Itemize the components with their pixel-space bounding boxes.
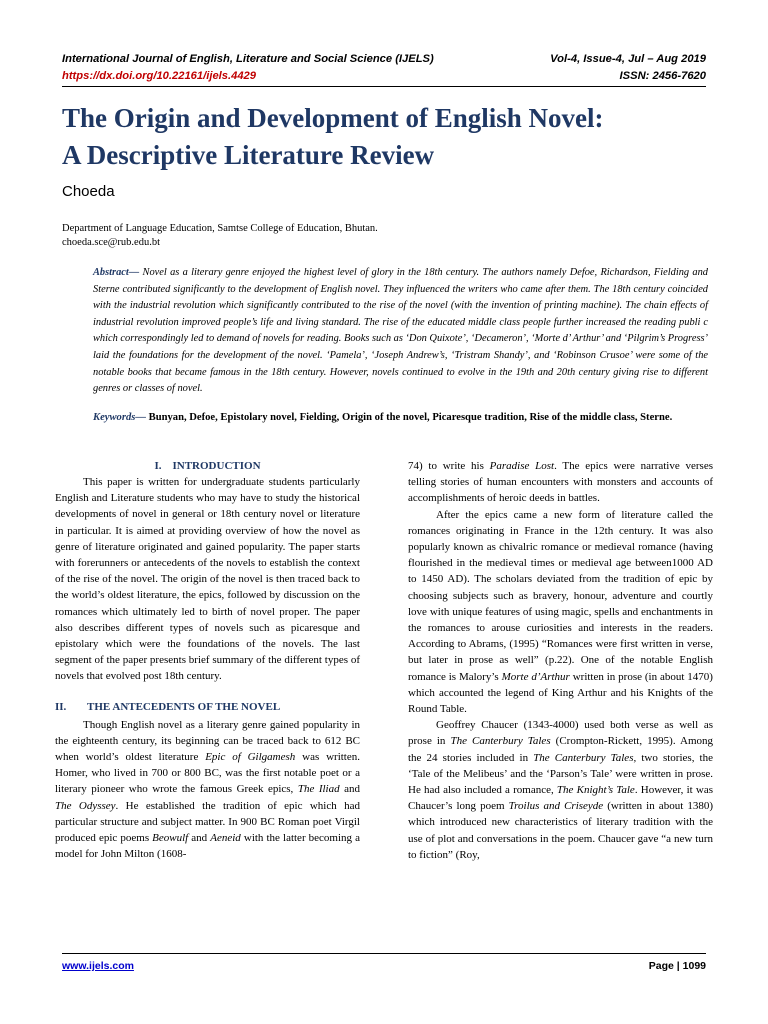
right-column bbox=[408, 458, 713, 863]
chaucer-paragraph: Geoffrey Chaucer (1343-4000) used both verse as well as prose in The Canterbury Tales (Crompton-Rickett, 1995). Among the 24 stories included in The Canterbury Tales, two stories, the ‘Tale of the Melibeus’ and the ‘Parson’s Tale’ were written in prose. He had also included a romance, The Knight’s Tale. However, it was Chaucer’s long poem Troilus and Criseyde (written in about 1380) which introduced new characteristics of literary tradition with the use of plot and conversations in the poem. Chaucer gave “a new turn to fiction” (Roy, bbox=[408, 719, 714, 861]
section-number: II. bbox=[55, 700, 67, 713]
intro-paragraph: This paper is written for undergraduate students particularly English and Literature students who may have to study the historical developments of novel in general or 18th century novel or literature in particular. It is aimed at providing overview of how the novel as genre of literature originated and gained popularity. The paper starts with forerunners or antecedents of the novels to establish the context of the rise of the novel. The origin of the novel is then traced back to the world’s oldest literature, the epics, followed by discussion on the romances which ultimately led to birth of novel proper. The paper also describes different types of novels such as picaresque and epistolary which were the foundations of the novels. The last segment of the paper presents brief summary of the different types of novels that evolved post 18th century. bbox=[55, 476, 360, 683]
antecedents-paragraph: Though English novel as a literary genre gained popularity in the eighteenth century, its beginning can be traced back to 612 BC when world’s oldest literature Epic of Gilgamesh was written. Homer, who lived in 700 or 800 BC, was the first notable poet or a literary pioneer who wrote the famous Greek epics, The Iliad and The Odyssey. He established the tradition of epic which had particular structure and subject matter. In 900 BC Roman poet Virgil produced epic poems Beowulf and Aeneid with the latter becoming a model for John Milton (1608- bbox=[55, 718, 360, 861]
journal-name: International Journal of English, Literature and Social Science (IJELS) bbox=[62, 53, 434, 65]
author-name: Choeda bbox=[62, 183, 115, 200]
romances-paragraph: After the epics came a new form of literature called the romances originating in France in the 12th century. It was also popularly known as chivalric romance or medieval romance (having flourished in the medieval times or medieval age between1000 AD to 1450 AD). The scholars deviated from the tradition of epic by choosing subjects such as bravery, honour, adventure and courtly love with unique features of using magic, spells and enchantments in the romances to arouse curiosities and interests in the readers. According to Abrams, (1995) “Romances were first written in verse, but later in prose as well” (p.22). One of the notable English romance is Malory’s Morte d’Arthur written in prose (in about 1470) which accounted the legend of King Arthur and his Knights of the Round Table. bbox=[408, 508, 713, 716]
work-title: The Iliad bbox=[297, 783, 340, 796]
issue-info: Vol-4, Issue-4, Jul – Aug 2019 bbox=[550, 53, 706, 65]
doi-link[interactable]: https://dx.doi.org/10.22161/ijels.4429 bbox=[62, 70, 256, 82]
abstract-label: Abstract— bbox=[93, 267, 140, 278]
journal-website-link[interactable]: www.ijels.com bbox=[62, 960, 134, 972]
header-rule bbox=[62, 86, 706, 87]
journal-header bbox=[62, 52, 706, 66]
section-title: INTRODUCTION bbox=[172, 460, 261, 472]
work-title: Epic of Gilgamesh bbox=[205, 751, 296, 764]
footer-rule bbox=[62, 953, 706, 954]
affiliation-block bbox=[62, 222, 378, 250]
work-title: Morte d’Arthur bbox=[501, 670, 570, 683]
keywords-text: Bunyan, Defoe, Epistolary novel, Fielding, Origin of the novel, Picaresque tradition, Rise of the middle class, Sterne. bbox=[148, 412, 673, 423]
title-line-2: A Descriptive Literature Review bbox=[62, 140, 435, 170]
work-title: Aeneid bbox=[210, 832, 241, 845]
work-title: Troilus and Criseyde bbox=[508, 800, 604, 813]
work-title: The Knight’s Tale bbox=[556, 784, 635, 797]
work-title: The Odyssey bbox=[55, 799, 116, 812]
section-heading-introduction bbox=[55, 458, 360, 474]
work-title: Beowulf bbox=[152, 832, 189, 845]
affiliation: Department of Language Education, Samtse College of Education, Bhutan. bbox=[62, 223, 378, 234]
work-title: The Canterbury Tales, bbox=[533, 751, 637, 764]
keywords bbox=[93, 410, 708, 427]
work-title: Paradise Lost bbox=[489, 460, 555, 472]
issn: ISSN: 2456-7620 bbox=[619, 70, 706, 82]
section-heading-antecedents bbox=[55, 699, 360, 715]
work-title: The Canterbury Tales bbox=[450, 735, 551, 748]
author-email[interactable]: choeda.sce@rub.edu.bt bbox=[62, 237, 161, 248]
abstract bbox=[93, 265, 708, 398]
left-column bbox=[55, 458, 360, 862]
paper-title bbox=[62, 100, 722, 174]
doi-header bbox=[62, 69, 706, 83]
abstract-text: Novel as a literary genre enjoyed the highest level of glory in the 18th century. The authors namely Defoe, Richardson, Fielding and Sterne contributed significantly to the development of English novel. They influenced the writers who came after them. The 18th century coincided with the industrial revolution which significantly contributed to the rise of the novel (with the invention of printing machine). The chain effects of industrial revolution improved people’s life and living standard. The rise of the educated middle class people further increased the reading publi c which correspondingly led to demand of novels for reading. Books such as ‘Don Quixote’, ‘Decameron’, ‘Morte d’ Arthur’ and ‘Pilgrim’s Progress’ laid the foundations for the development of the novel. ‘Pamela’, ‘Joseph Andrew’s, ‘Tristram Shandy’, and ‘Robinson Crusoe’ were some of the notable books that became famous in the 18th century. However, novels continued to evolve in the 19th and 20th century giving rise to different genres or classes of novel. bbox=[93, 267, 708, 395]
section-number: I. bbox=[154, 460, 162, 472]
title-line-1: The Origin and Development of English Novel: bbox=[62, 103, 604, 133]
section-title: THE ANTECEDENTS OF THE NOVEL bbox=[87, 700, 281, 713]
epics-paragraph: 74) to write his Paradise Lost. The epics were narrative verses telling stories of human encounters with monsters and accounts of accomplishments of heroic deeds in battles. bbox=[408, 460, 713, 505]
keywords-label: Keywords— bbox=[93, 412, 146, 423]
page-number: Page | 1099 bbox=[648, 960, 706, 972]
